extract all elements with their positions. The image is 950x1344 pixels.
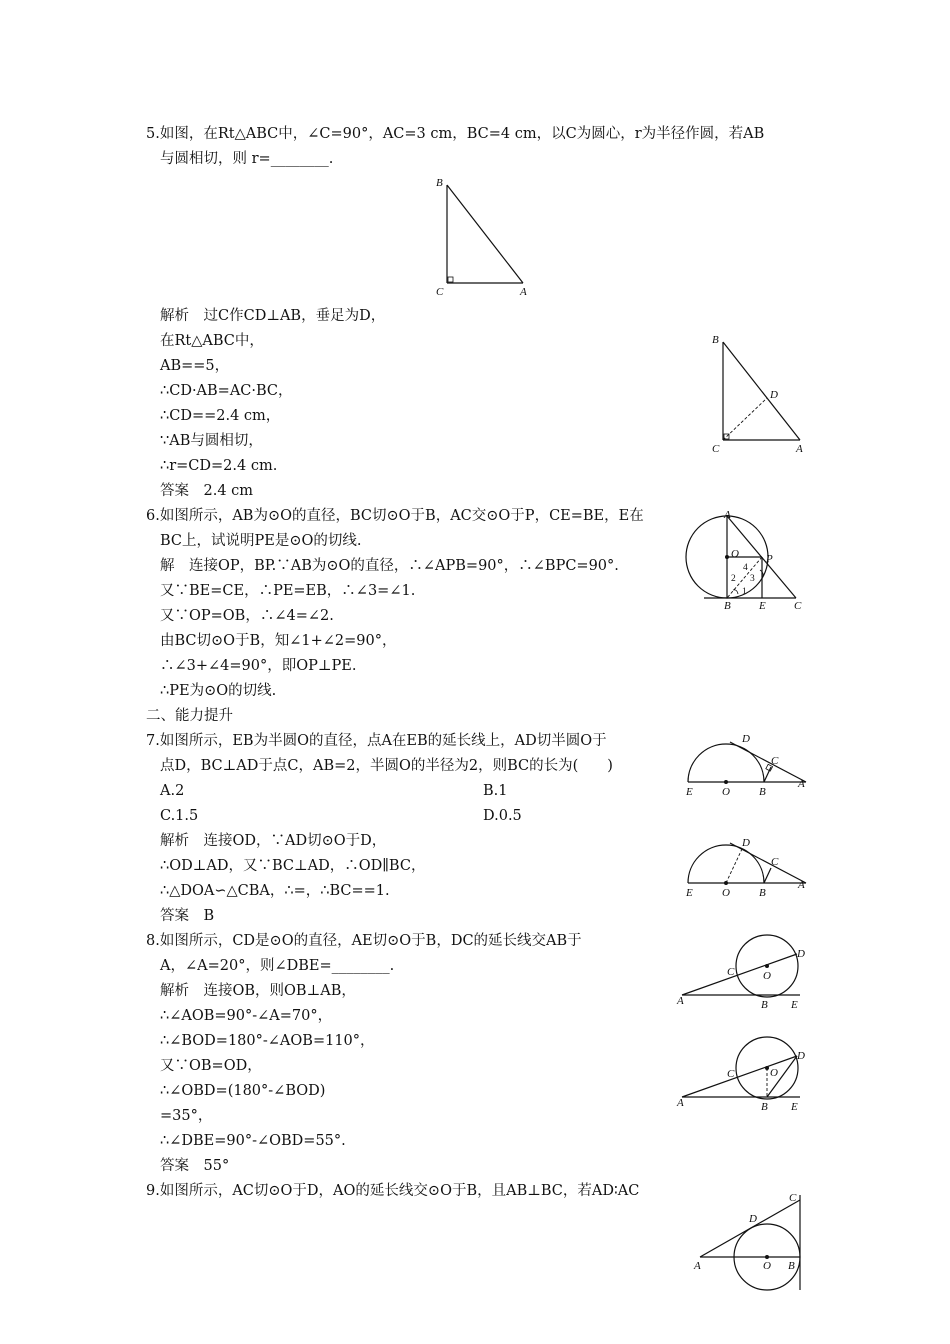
label-c: C [727, 966, 735, 978]
label-b: B [788, 1260, 795, 1272]
label-c: C [794, 600, 802, 612]
label-p: P [766, 553, 773, 565]
option-a: A.2 [160, 783, 185, 799]
label-o: O [763, 970, 771, 982]
center-point [724, 881, 728, 885]
option-b: B.1 [483, 783, 508, 799]
solution-8-line-7: ∴∠DBE=90°-∠OBD=55°. [160, 1133, 346, 1149]
label-c: C [727, 1068, 735, 1080]
problem-5-line-1: 5.如图，在Rt△ABC中，∠C=90°，AC=3 cm，BC=4 cm，以C为圆心，r为半径作圆，若AB [146, 126, 765, 142]
angle-label-4: 4 [743, 563, 748, 573]
figure-circle-tangent-ac [688, 1185, 813, 1295]
figure-circle-cd-2 [672, 1035, 812, 1115]
figure-semicircle-2 [680, 835, 810, 903]
problem-9-line-1: 9.如图所示，AC切⊙O于D，AO的延长线交⊙O于B，且AB⊥BC，若AD∶AC [146, 1183, 640, 1199]
label-e: E [686, 887, 693, 899]
solution-5-line-1: 解析 过C作CD⊥AB，垂足为D， [160, 308, 386, 324]
label-a: A [798, 778, 805, 790]
label-b: B [761, 1101, 768, 1113]
problem-7-line-1: 7.如图所示，EB为半圆O的直径，点A在EB的延长线上，AD切半圆O于 [146, 733, 607, 749]
label-c: C [712, 443, 720, 455]
label-e: E [791, 999, 798, 1010]
label-o: O [722, 887, 730, 899]
label-o: O [770, 1067, 778, 1079]
label-d: D [742, 837, 750, 849]
label-b: B [712, 334, 719, 346]
label-d: D [742, 733, 750, 745]
problem-6-line-2: BC上，试说明PE是⊙O的切线. [160, 533, 362, 549]
problem-8-line-1: 8.如图所示，CD是⊙O的直径，AE切⊙O于B，DC的延长线交AB于 [146, 933, 582, 949]
center-point [765, 1255, 769, 1259]
solution-7-line-3: ∴△DOA∽△CBA，∴=，∴BC==1. [160, 883, 390, 899]
label-d: D [797, 948, 805, 960]
label-a: A [796, 443, 803, 455]
solution-7-line-1: 解析 连接OD，∵AD切⊙O于D， [160, 833, 387, 849]
solution-8-line-2: ∴∠AOB=90°-∠A=70°， [160, 1008, 333, 1024]
label-e: E [759, 600, 766, 612]
solution-6-line-2: 又∵BE=CE，∴PE=EB，∴∠3=∠1. [160, 583, 416, 599]
label-o: O [731, 548, 739, 560]
center-point [724, 780, 728, 784]
label-a: A [694, 1260, 701, 1272]
label-c: C [436, 286, 444, 297]
problem-8-line-2: A，∠A=20°，则∠DBE=________. [160, 958, 395, 974]
solution-6-line-5: ∴∠3+∠4=90°，即OP⊥PE. [160, 658, 357, 674]
label-b: B [759, 786, 766, 798]
figure-triangle-altitude [705, 330, 820, 458]
answer-5: 答案 2.4 cm [160, 483, 254, 499]
solution-5-line-3: AB==5， [160, 358, 230, 374]
solution-8-line-3: ∴∠BOD=180°-∠AOB=110°， [160, 1033, 375, 1049]
answer-7: 答案 B [160, 908, 215, 924]
angle-label-1: 1 [742, 587, 747, 597]
label-b: B [724, 600, 731, 612]
solution-5-line-5: ∴CD==2.4 cm， [160, 408, 281, 424]
center-point [765, 1066, 769, 1070]
angle-label-3: 3 [750, 574, 755, 584]
label-o: O [722, 786, 730, 798]
label-c: C [771, 755, 779, 767]
figure-triangle-abc [430, 172, 540, 297]
solution-8-line-1: 解析 连接OB，则OB⊥AB， [160, 983, 356, 999]
label-d: D [797, 1050, 805, 1062]
solution-6-line-3: 又∵OP=OB，∴∠4=∠2. [160, 608, 334, 624]
figure-circle-cd-1 [672, 930, 812, 1010]
label-b: B [436, 177, 443, 189]
label-e: E [791, 1101, 798, 1113]
figure-circle-tangent-pe [685, 505, 810, 615]
solution-5-line-7: ∴r=CD=2.4 cm. [160, 458, 278, 474]
problem-6-line-1: 6.如图所示，AB为⊙O的直径，BC切⊙O于B，AC交⊙O于P，CE=BE，E在 [146, 508, 644, 524]
solution-7-line-2: ∴OD⊥AD，又∵BC⊥AD，∴OD∥BC， [160, 858, 426, 874]
label-e: E [686, 786, 693, 798]
label-b: B [759, 887, 766, 899]
solution-5-line-2: 在Rt△ABC中， [160, 333, 264, 349]
center-point [725, 555, 729, 559]
center-point [765, 964, 769, 968]
label-a: A [677, 995, 684, 1007]
problem-7-line-2: 点D，BC⊥AD于点C，AB=2，半圆O的半径为2，则BC的长为( ) [160, 758, 613, 774]
solution-6-line-1: 解 连接OP，BP.∵AB为⊙O的直径，∴∠APB=90°，∴∠BPC=90°. [160, 558, 619, 574]
section-heading: 二、能力提升 [146, 708, 233, 724]
solution-5-line-6: ∵AB与圆相切， [160, 433, 263, 449]
label-o: O [763, 1260, 771, 1272]
label-d: D [770, 389, 778, 401]
solution-6-line-6: ∴PE为⊙O的切线. [160, 683, 277, 699]
option-c: C.1.5 [160, 808, 199, 824]
label-a: A [520, 286, 527, 297]
figure-semicircle-1 [680, 728, 810, 800]
option-d: D.0.5 [483, 808, 522, 824]
solution-8-line-5: ∴∠OBD=(180°-∠BOD) [160, 1083, 326, 1099]
label-a: A [677, 1097, 684, 1109]
label-d: D [749, 1213, 757, 1225]
label-b: B [761, 999, 768, 1010]
answer-8: 答案 55° [160, 1158, 230, 1174]
angle-label-2: 2 [731, 574, 736, 584]
solution-6-line-4: 由BC切⊙O于B，知∠1+∠2=90°， [160, 633, 397, 649]
solution-5-line-4: ∴CD·AB=AC·BC， [160, 383, 293, 399]
label-a: A [724, 509, 731, 521]
solution-8-line-6: =35°， [160, 1108, 213, 1124]
problem-5-line-2: 与圆相切，则 r=________. [160, 151, 334, 167]
label-a: A [798, 879, 805, 891]
solution-8-line-4: 又∵OB=OD， [160, 1058, 262, 1074]
label-c: C [771, 856, 779, 868]
label-c: C [789, 1192, 797, 1204]
